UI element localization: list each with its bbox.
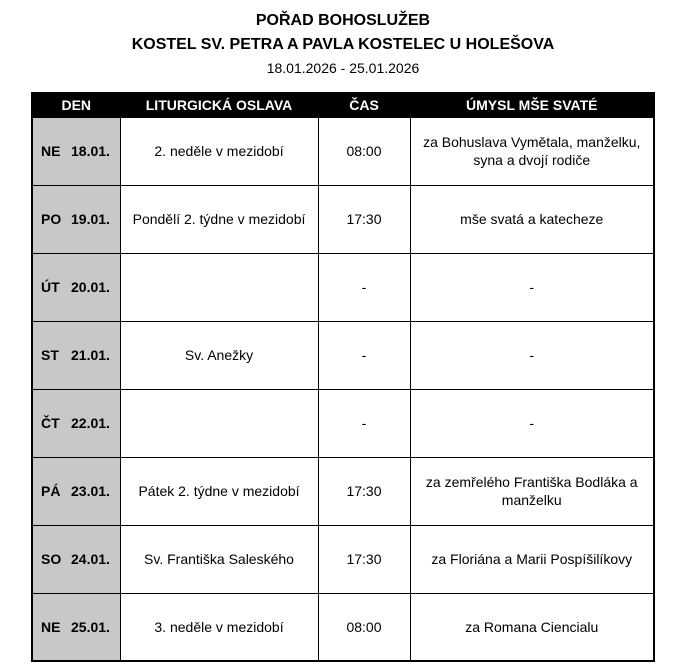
table-header-row: [32, 93, 654, 117]
celebration-cell: Pondělí 2. týdne v mezidobí: [120, 185, 318, 253]
table-row: [32, 185, 654, 253]
celebration-cell: [120, 389, 318, 457]
day-abbr: ST: [41, 346, 59, 363]
celebration-cell: 2. neděle v mezidobí: [120, 117, 318, 185]
column-header-den: DEN: [32, 93, 120, 117]
document-header: [0, 0, 686, 76]
intention-cell: -: [410, 321, 654, 389]
day-date: 23.01.: [71, 482, 110, 499]
intention-cell: za Floriána a Marii Pospíšilíkovy: [410, 525, 654, 593]
intention-cell: za Bohuslava Vymětala, manželku, syna a dvojí rodiče: [410, 117, 654, 185]
intention-cell: za zemřelého Františka Bodláka a manželku: [410, 457, 654, 525]
celebration-cell: [120, 253, 318, 321]
table-row: [32, 525, 654, 593]
day-cell: [32, 185, 120, 253]
time-cell: -: [318, 253, 410, 321]
intention-cell: mše svatá a katecheze: [410, 185, 654, 253]
day-date: 25.01.: [71, 618, 110, 635]
day-date: 19.01.: [71, 210, 110, 227]
table-row: [32, 389, 654, 457]
column-header-umysl: ÚMYSL MŠE SVATÉ: [410, 93, 654, 117]
day-abbr: SO: [41, 550, 62, 567]
day-cell: [32, 389, 120, 457]
day-abbr: NE: [41, 142, 61, 159]
day-abbr: ÚT: [41, 278, 60, 295]
intention-cell: -: [410, 389, 654, 457]
day-abbr: PO: [41, 210, 62, 227]
day-date: 24.01.: [71, 550, 110, 567]
day-date: 21.01.: [71, 346, 110, 363]
day-date: 22.01.: [71, 414, 110, 431]
time-cell: 08:00: [318, 117, 410, 185]
date-range: 18.01.2026 - 25.01.2026: [266, 60, 420, 76]
day-abbr: ČT: [41, 414, 60, 431]
table-row: [32, 253, 654, 321]
time-cell: 17:30: [318, 525, 410, 593]
schedule-table: [31, 92, 655, 662]
day-cell: [32, 593, 120, 661]
time-cell: -: [318, 389, 410, 457]
page-subtitle: KOSTEL SV. PETRA A PAVLA KOSTELEC U HOLEŠOVA: [131, 36, 555, 53]
time-cell: -: [318, 321, 410, 389]
time-cell: 08:00: [318, 593, 410, 661]
time-cell: 17:30: [318, 457, 410, 525]
table-row: [32, 321, 654, 389]
celebration-cell: Sv. Anežky: [120, 321, 318, 389]
celebration-cell: Pátek 2. týdne v mezidobí: [120, 457, 318, 525]
table-row: [32, 457, 654, 525]
day-abbr: PÁ: [41, 482, 61, 499]
table-row: [32, 117, 654, 185]
day-cell: [32, 321, 120, 389]
day-cell: [32, 117, 120, 185]
celebration-cell: 3. neděle v mezidobí: [120, 593, 318, 661]
day-cell: [32, 253, 120, 321]
column-header-cas: ČAS: [318, 93, 410, 117]
day-date: 18.01.: [71, 142, 110, 159]
celebration-cell: Sv. Františka Saleského: [120, 525, 318, 593]
day-cell: [32, 457, 120, 525]
intention-cell: -: [410, 253, 654, 321]
intention-cell: za Romana Ciencialu: [410, 593, 654, 661]
table-row: [32, 593, 654, 661]
time-cell: 17:30: [318, 185, 410, 253]
day-date: 20.01.: [71, 278, 110, 295]
day-cell: [32, 525, 120, 593]
column-header-liturgicka-oslava: LITURGICKÁ OSLAVA: [120, 93, 318, 117]
day-abbr: NE: [41, 618, 61, 635]
page-title: POŘAD BOHOSLUŽEB: [255, 12, 431, 29]
